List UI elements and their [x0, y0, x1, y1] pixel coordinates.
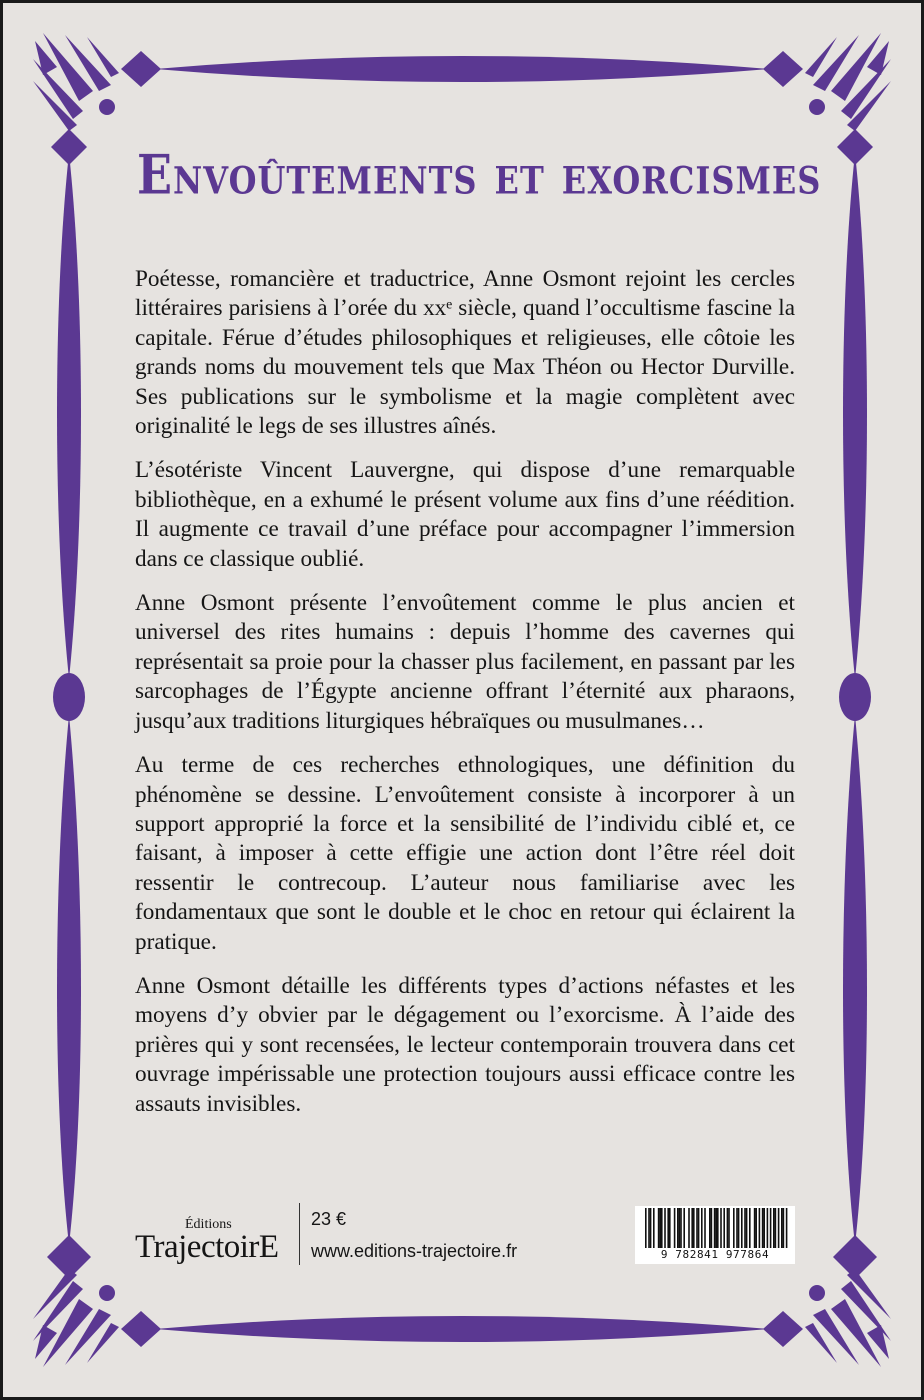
barcode-bar: [754, 1208, 756, 1248]
barcode-bar: [693, 1208, 695, 1248]
barcode-bar: [648, 1208, 650, 1252]
book-title: Envoûtements et exorcismes: [137, 143, 822, 207]
barcode-bar: [696, 1208, 698, 1248]
barcode-bar: [767, 1208, 769, 1248]
barcode-bar: [680, 1208, 682, 1248]
barcode-icon: [635, 1206, 795, 1252]
barcode-bar: [749, 1208, 751, 1248]
blurb-paragraph-4: Au terme de ces recherches ethnologiques, une définition du phénomène se dessine. L’envoûtement consiste à incorporer à un support approprié la force et la sensibilité de l’individu ciblé et, ce faisant, à imposer à cette effigie une action dont l’être réel doit ressentir le contrecoup. L’auteur nous familiarise avec les fondamentaux que sont le double et le choc en retour qui éclairent la pratique.: [135, 752, 795, 955]
barcode: [635, 1206, 795, 1264]
barcode-bar: [759, 1208, 761, 1248]
barcode-bar: [659, 1208, 661, 1248]
publisher-name: TrajectoirE: [135, 1229, 279, 1265]
barcode-bar: [781, 1208, 783, 1248]
barcode-bar: [738, 1208, 740, 1248]
barcode-bar: [746, 1208, 748, 1248]
barcode-bar: [658, 1208, 660, 1248]
barcode-bar: [715, 1208, 717, 1252]
barcode-bar: [683, 1208, 685, 1248]
barcode-bar: [688, 1208, 690, 1248]
barcode-bar: [783, 1208, 785, 1252]
barcode-bar: [762, 1208, 764, 1248]
barcode-bar: [711, 1208, 713, 1248]
barcode-bar: [677, 1208, 679, 1248]
corner-ornament-bottom-left: [33, 1269, 119, 1367]
corner-ornament-top-left: [33, 33, 119, 131]
barcode-bar: [736, 1208, 738, 1248]
barcode-bar: [727, 1208, 729, 1248]
blurb-paragraph-2: L’ésotériste Vincent Lauvergne, qui dispose d’une remarquable bibliothèque, en a exhumé le présent volume aux fins d’une réédition. Il augmente ce travail d’une préface pour accompagner l’immersion dans ce classique oublié.: [135, 457, 795, 572]
barcode-bar: [669, 1208, 671, 1248]
barcode-bar: [645, 1208, 647, 1252]
corner-ornament-top-right: [805, 33, 891, 131]
barcode-bar: [653, 1208, 655, 1248]
barcode-bar: [714, 1208, 716, 1248]
barcode-bar: [741, 1208, 743, 1248]
barcode-bar: [664, 1208, 666, 1248]
barcode-bar: [691, 1208, 693, 1248]
barcode-bar: [744, 1208, 746, 1248]
barcode-bar: [674, 1208, 676, 1248]
barcode-bar: [720, 1208, 722, 1248]
barcode-bar: [650, 1208, 652, 1248]
website-link[interactable]: www.editions-trajectoire.fr: [311, 1241, 518, 1261]
blurb-paragraph-1: Poétesse, romancière et traductrice, Anne Osmont rejoint les cercles littéraires parisiens à l’orée du xxᵉ siècle, quand l’occultisme fascine la capitale. Férue d’études philosophiques et religieuses, elle côtoie les grands noms du mouvement tels que Max Théon ou Hector Durville. Ses publications sur le symbolisme et la magie complètent avec originalité le legs de ses illustres aînés.: [135, 266, 795, 440]
border-left: [47, 129, 91, 1279]
barcode-bar: [698, 1208, 700, 1248]
publisher-small-label: Éditions: [185, 1217, 232, 1232]
border-top: [121, 51, 803, 87]
barcode-bar: [704, 1208, 706, 1248]
barcode-bar: [763, 1208, 765, 1248]
barcode-bar: [667, 1208, 669, 1248]
barcode-bar: [728, 1208, 730, 1248]
border-right: [833, 129, 877, 1279]
isbn-number: 9 782841 977864: [635, 1248, 795, 1261]
barcode-bar: [717, 1208, 719, 1252]
barcode-bar: [773, 1208, 775, 1248]
barcode-bar: [701, 1208, 703, 1248]
barcode-bar: [661, 1208, 663, 1248]
barcode-bar: [679, 1208, 681, 1248]
blurb-paragraph-3: Anne Osmont présente l’envoûtement comme le plus ancien et universel des rites humains : depuis l’homme des cavernes qui représentait sa proie pour la chasser plus facilement, en passant par les sarcophages de l’Égypte ancienne offrant l’éternité aux pharaons, jusqu’aux traditions liturgiques hébraïques ou musulmanes…: [135, 590, 795, 734]
barcode-bar: [770, 1208, 772, 1248]
blurb-paragraph-5: Anne Osmont détaille les différents types d’actions néfastes et les moyens d’y obvier par le dégagement ou l’exorcisme. À l’aide des prières qui y sont recensées, le lecteur contemporain trouvera dans cet ouvrage impérissable une protection toujours aussi efficace contre les assauts invisibles.: [135, 972, 795, 1117]
publisher-logo: [135, 1215, 285, 1275]
barcode-bar: [733, 1208, 735, 1248]
barcode-bar: [709, 1208, 711, 1248]
barcode-bar: [723, 1208, 725, 1248]
corner-ornament-bottom-right: [805, 1269, 891, 1367]
border-bottom: [121, 1311, 803, 1347]
barcode-bar: [755, 1208, 757, 1248]
barcode-bar: [778, 1208, 780, 1248]
barcode-bar: [775, 1208, 777, 1248]
footer-divider: [299, 1203, 300, 1265]
price-label: 23 €: [311, 1209, 347, 1229]
barcode-bar: [786, 1208, 788, 1252]
blurb-text: [135, 265, 795, 1134]
